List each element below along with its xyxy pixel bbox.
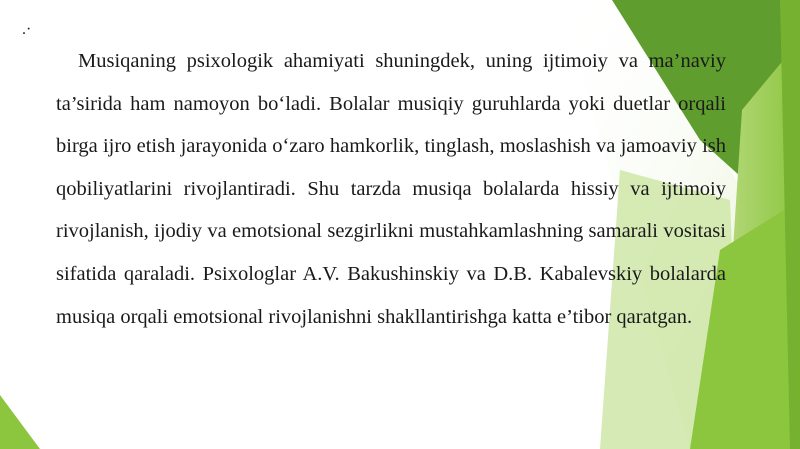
slide-marker: .· [22,21,32,38]
facet-corner-left [0,395,40,449]
body-paragraph: Musiqaning psixologik ahamiyati shuningdek, uning ijtimoiy va ma’naviy ta’sirida ham namoyon bo‘ladi. Bolalar musiqiy guruhlarda yoki duetlar orqali birga ijro etish jarayonida o‘zaro hamkorlik, tinglash, moslashish va jamoaviy ish qobiliyatlarini rivojlantiradi. Shu tarzda musiqa bolalarda hissiy va ijtimoiy rivojlanish, ijodiy va emotsional sezgirlikni mustahkamlashning samarali vositasi sifatida qaraladi. Psixologlar A.V. Bakushinskiy va D.B. Kabalevskiy bolalarda musiqa orqali emotsional rivojlanishni shakllantirishga katta e’tibor qaratgan. [56,50,726,328]
